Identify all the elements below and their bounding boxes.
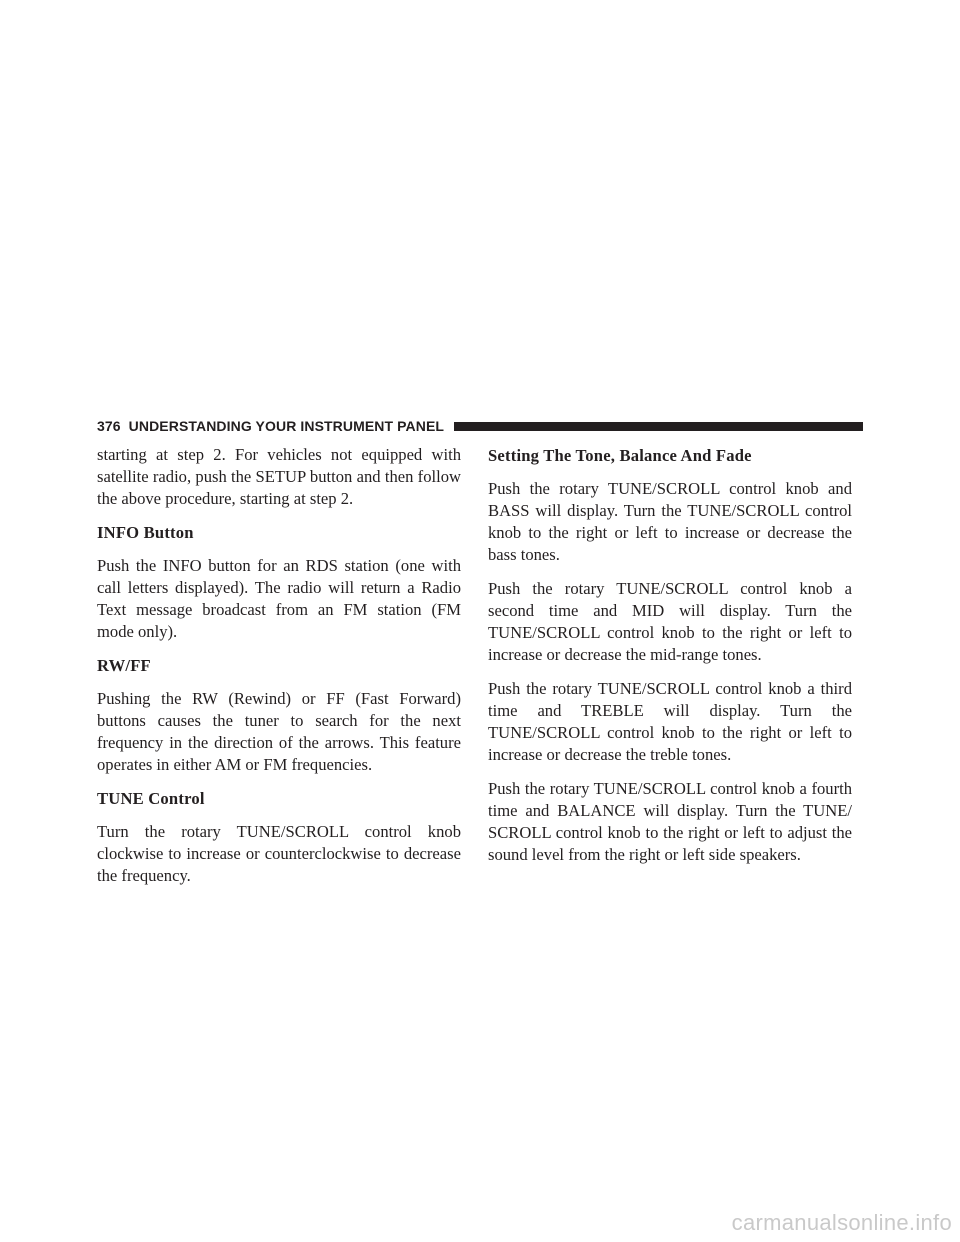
info-button-paragraph: Push the INFO button for an RDS station (one with call letters displayed). The radio will return a Radio Text message broadcast from an FM station (FM mode only). — [97, 556, 461, 641]
rwff-heading: RW/FF — [97, 656, 151, 675]
header-rule — [454, 422, 863, 431]
page-number: 376 — [97, 418, 121, 434]
balance-paragraph: Push the rotary TUNE/SCROLL control knob a fourth time and BALANCE will display. Turn the TUNE/ SCROLL control knob to the right or left to adjust the sound level from the right or left side speakers. — [488, 779, 852, 864]
info-button-heading: INFO Button — [97, 523, 194, 542]
right-column — [488, 445, 852, 878]
mid-paragraph: Push the rotary TUNE/SCROLL control knob a second time and MID will display. Turn the TUNE/SCROLL control knob to the right or left to increase or decrease the mid-range tones. — [488, 579, 852, 664]
tone-balance-fade-heading: Setting The Tone, Balance And Fade — [488, 446, 752, 465]
rwff-paragraph: Pushing the RW (Rewind) or FF (Fast Forward) buttons causes the tuner to search for the next frequency in the direction of the arrows. This feature operates in either AM or FM frequencies. — [97, 689, 461, 774]
watermark: carmanualsonline.info — [731, 1210, 952, 1235]
intro-paragraph: starting at step 2. For vehicles not equipped with satellite radio, push the SETUP button and then follow the above procedure, starting at step 2. — [97, 445, 461, 508]
tune-control-paragraph: Turn the rotary TUNE/SCROLL control knob clockwise to increase or counterclockwise to decrease the frequency. — [97, 822, 461, 885]
section-title: UNDERSTANDING YOUR INSTRUMENT PANEL — [128, 418, 445, 434]
running-header — [97, 416, 863, 436]
left-column — [97, 444, 461, 899]
tune-control-heading: TUNE Control — [97, 789, 205, 808]
bass-paragraph: Push the rotary TUNE/SCROLL control knob and BASS will display. Turn the TUNE/SCROLL control knob to the right or left to increase or decrease the bass tones. — [488, 479, 852, 564]
treble-paragraph: Push the rotary TUNE/SCROLL control knob a third time and TREBLE will display. Turn the TUNE/SCROLL control knob to the right or left to increase or decrease the treble tones. — [488, 679, 852, 764]
